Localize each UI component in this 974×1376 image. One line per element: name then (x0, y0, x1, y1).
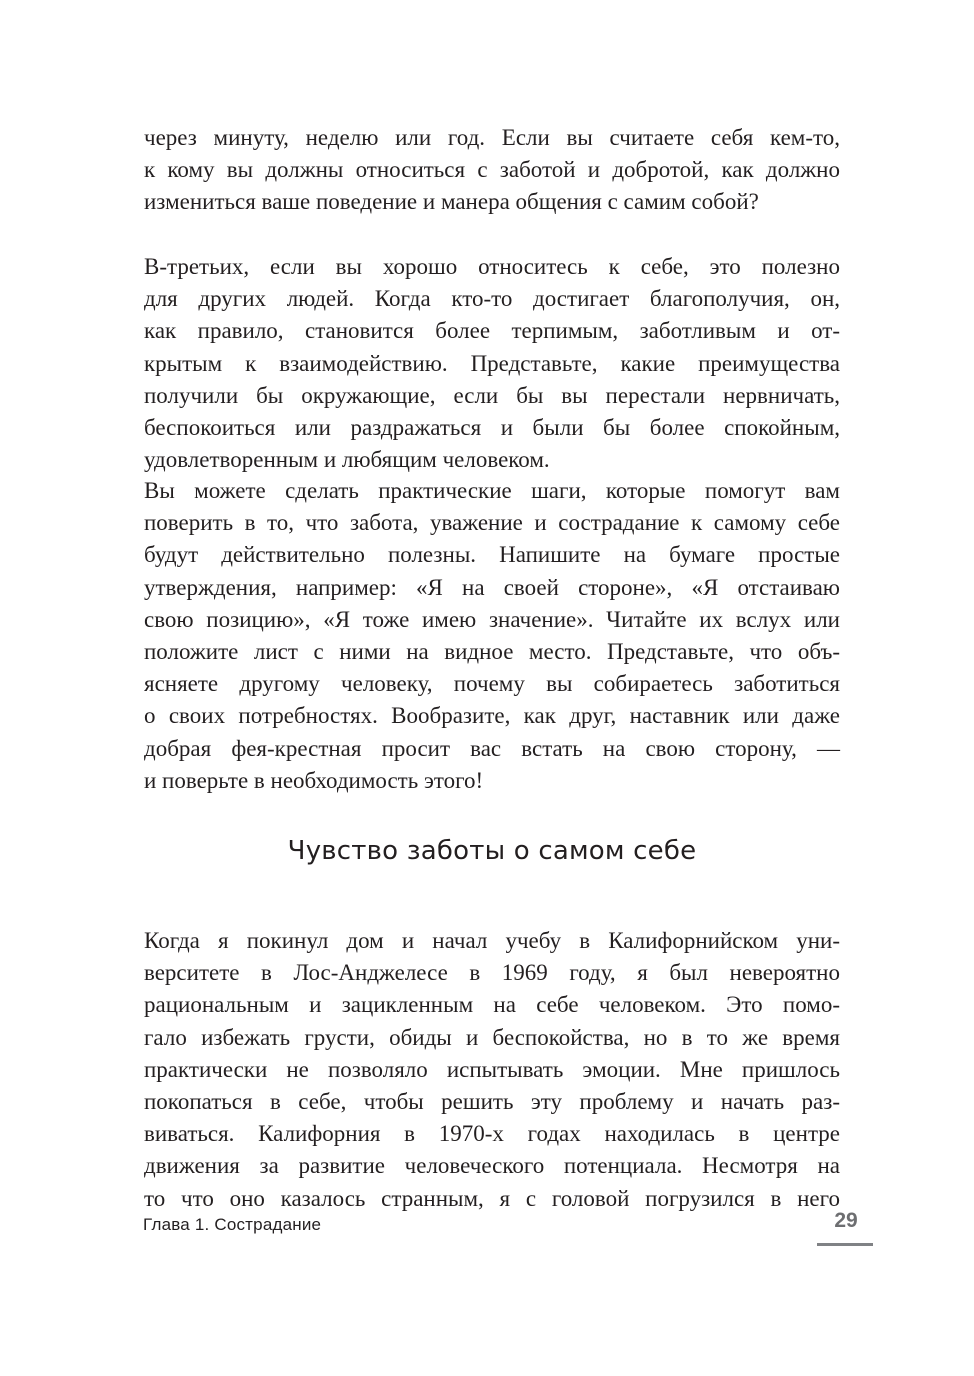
text-line: свою позицию», «Я тоже имею значение». Читайте их вслух или (144, 606, 840, 632)
text-line: Когда я покинул дом и начал учебу в Калифорнийском уни- (144, 928, 840, 953)
text-line: о своих потребностях. Вообразите, как друг, наставник или даже (144, 703, 840, 729)
text-line: Вы можете сделать практические шаги, которые помогут вам (144, 478, 840, 503)
text-line: удовлетворенным и любящим человеком. (144, 447, 550, 473)
text-line: то что оно казалось странным, я с головой погрузился в него (144, 1185, 840, 1211)
paragraph-practical-steps (144, 475, 840, 797)
text-line: к кому вы должны относиться с заботой и добротой, как должно (144, 157, 840, 183)
page-number-underline (817, 1243, 873, 1246)
paragraph-thirdly (144, 251, 840, 476)
text-line: ясняете другому человеку, почему вы собираетесь заботиться (144, 671, 840, 697)
text-line: добрая фея-крестная просит вас встать на свою сторону, — (144, 735, 840, 761)
text-line: практически не позволяло испытывать эмоции. Мне пришлось (144, 1056, 840, 1082)
text-line: положите лист с ними на видное место. Представьте, что объ- (144, 638, 840, 664)
text-line: крытым к взаимодействию. Представьте, какие преимущества (144, 350, 840, 376)
text-line: движения за развитие человеческого потенциала. Несмотря на (144, 1153, 840, 1179)
running-footer-chapter-title: Глава 1. Сострадание (143, 1215, 322, 1234)
text-line: будут действительно полезны. Напишите на бумаге простые (144, 542, 840, 568)
text-line: утверждения, например: «Я на своей стороне», «Я отстаиваю (144, 574, 840, 600)
text-line: как правило, становится более терпимым, заботливым и от- (144, 318, 840, 344)
text-line: получили бы окружающие, если бы вы перестали нервничать, (144, 382, 840, 408)
text-line: виваться. Калифорния в 1970-х годах находилась в центре (144, 1121, 840, 1147)
text-line: измениться ваше поведение и манера общения с самим собой? (144, 189, 759, 215)
paragraph-text (144, 122, 840, 219)
text-line: верситете в Лос-Анджелесе в 1969 году, я был невероятно (144, 960, 840, 986)
paragraph-california (144, 925, 840, 1215)
page-number: 29 (834, 1209, 858, 1232)
section-heading: Чувство заботы о самом себе (287, 836, 697, 866)
text-line: беспокоиться или раздражаться и были бы более спокойным, (144, 414, 840, 440)
paragraph-text (144, 475, 840, 797)
text-line: через минуту, неделю или год. Если вы считаете себя кем-то, (144, 125, 840, 150)
paragraph-text (144, 251, 840, 476)
paragraph-continued (144, 122, 840, 219)
text-line: и поверьте в необходимость этого! (144, 767, 484, 793)
text-line: гало избежать грусти, обиды и беспокойства, но в то же время (144, 1024, 840, 1050)
paragraph-text (144, 925, 840, 1215)
text-line: для других людей. Когда кто-то достигает благополучия, он, (144, 286, 840, 312)
text-line: поверить в то, что забота, уважение и сострадание к самому себе (144, 510, 840, 536)
text-line: покопаться в себе, чтобы решить эту проблему и начать раз- (144, 1088, 840, 1114)
text-line: В-третьих, если вы хорошо относитесь к себе, это полезно (144, 254, 840, 279)
text-line: рациональным и зацикленным на себе человеком. Это помо- (144, 992, 840, 1018)
